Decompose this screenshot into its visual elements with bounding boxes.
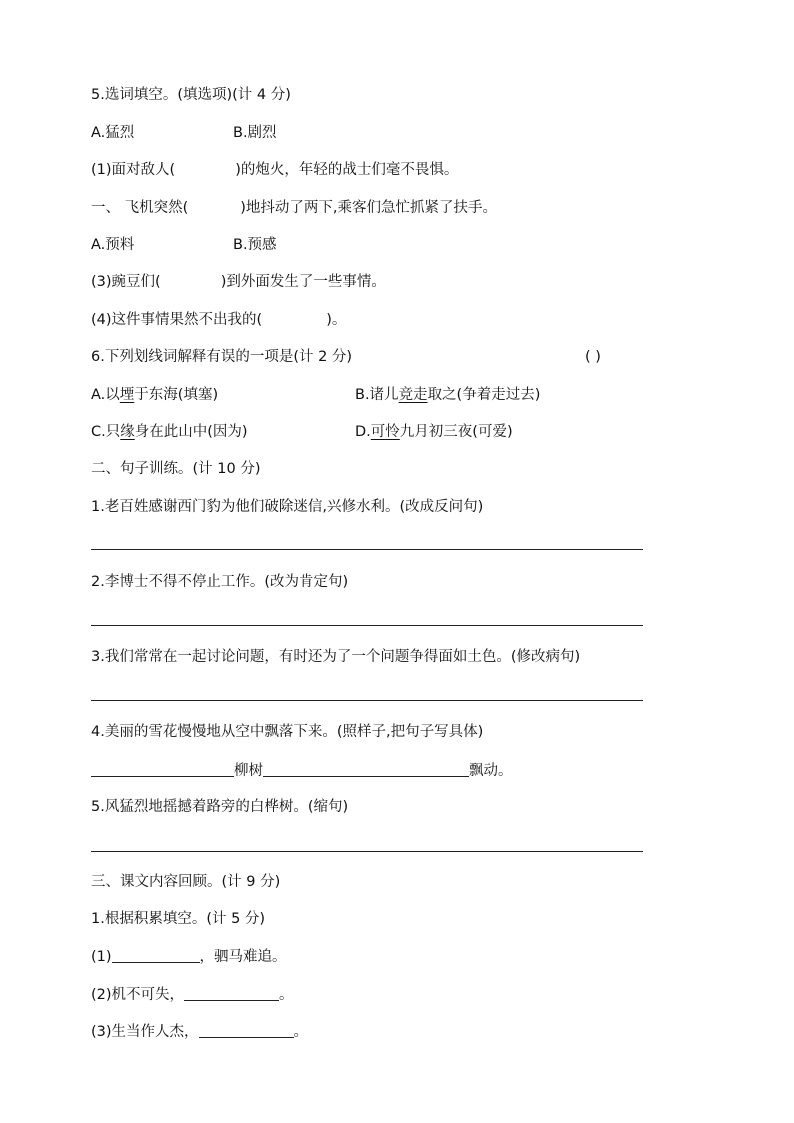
sub-question-1: 1.根据积累填空。(计 5 分) — [91, 911, 266, 927]
fill-item-4-post: )。 — [326, 312, 347, 328]
answer-blank[interactable] — [112, 946, 200, 963]
sentence-4-template — [91, 760, 513, 781]
answer-blank[interactable] — [91, 760, 234, 777]
option-a — [91, 385, 218, 405]
recall-item-3-pre: (3)生当作人杰， — [91, 1024, 199, 1040]
answer-line[interactable] — [91, 549, 643, 550]
option-a-pre: A.以 — [91, 387, 120, 403]
option-b-jule: B.剧烈 — [233, 125, 277, 141]
recall-item-3-post: 。 — [293, 1024, 309, 1040]
sentence-4: 4.美丽的雪花慢慢地从空中飘落下来。(照样子,把句子写具体) — [91, 724, 484, 740]
sentence-2: 2.李博士不得不停止工作。(改为肯定句) — [91, 574, 349, 590]
fill-item-3-pre: (3)豌豆们( — [91, 274, 161, 290]
option-d-pre: D. — [355, 424, 371, 440]
fill-item-4-pre: (4)这件事情果然不出我的( — [91, 312, 263, 328]
section-2-title: 二、句子训练。(计 10 分) — [91, 461, 261, 477]
option-a-yuliao: A.预料 — [91, 237, 135, 253]
fill-item-3 — [91, 272, 386, 292]
option-a-mengle: A.猛烈 — [91, 125, 135, 141]
option-b — [355, 385, 540, 405]
template-word-liushu: 柳树 — [234, 763, 263, 779]
sentence-1: 1.老百姓感谢西门豹为他们破除迷信,兴修水利。(改成反问句) — [91, 499, 484, 515]
fill-item-1-post: )的炮火，年轻的战士们毫不畏惧。 — [235, 162, 459, 178]
option-c — [91, 422, 248, 442]
answer-blank[interactable] — [184, 984, 279, 1001]
fill-item-3-post: )到外面发生了一些事情。 — [220, 274, 386, 290]
option-b-post: 取之(争着走过去) — [427, 387, 541, 403]
recall-item-1-post: ，驷马难追。 — [199, 949, 287, 965]
answer-line[interactable] — [91, 700, 643, 701]
option-d — [355, 422, 513, 442]
answer-line[interactable] — [91, 625, 643, 626]
recall-item-2 — [91, 984, 294, 1005]
question-6-title: 6.下列划线词解释有误的一项是(计 2 分) — [91, 349, 353, 365]
answer-blank[interactable] — [263, 760, 469, 777]
section-3-title: 三、课文内容回顾。(计 9 分) — [91, 874, 281, 890]
option-c-pre: C.只 — [91, 424, 121, 440]
underlined-word: 竞走 — [398, 387, 428, 403]
underlined-word: 堙 — [119, 387, 135, 403]
sentence-5: 5.风猛烈地摇撼着路旁的白桦树。(缩句) — [91, 799, 349, 815]
recall-item-2-pre: (2)机不可失， — [91, 987, 185, 1003]
answer-blank[interactable] — [199, 1021, 294, 1038]
option-b-pre: B.诸儿 — [355, 387, 399, 403]
option-d-post: 九月初三夜(可爱) — [399, 424, 513, 440]
fill-item-1-pre: (1)面对敌人( — [91, 162, 176, 178]
fill-item-2-pre: 一、 飞机突然( — [91, 200, 189, 216]
recall-item-3 — [91, 1021, 308, 1042]
option-c-post: 身在此山中(因为) — [134, 424, 248, 440]
template-word-piaodong: 飘动。 — [469, 763, 513, 779]
answer-bracket[interactable]: ( ) — [585, 349, 601, 365]
recall-item-2-post: 。 — [279, 987, 294, 1003]
fill-item-1 — [91, 160, 458, 180]
fill-item-4 — [91, 310, 346, 330]
recall-item-1-pre: (1) — [91, 949, 112, 965]
underlined-word: 可怜 — [370, 424, 400, 440]
sentence-3: 3.我们常常在一起讨论问题，有时还为了一个问题争得面如土色。(修改病句) — [91, 649, 581, 665]
answer-line[interactable] — [91, 851, 643, 852]
underlined-word: 缘 — [120, 424, 135, 440]
fill-item-2-post: )地抖动了两下,乘客们急忙抓紧了扶手。 — [240, 200, 498, 216]
recall-item-1 — [91, 946, 287, 967]
option-a-post: 于东海(填塞) — [134, 387, 219, 403]
option-b-yugan: B.预感 — [233, 237, 277, 253]
fill-item-2 — [91, 198, 497, 218]
question-5-title: 5.选词填空。(填选项)(计 4 分) — [91, 87, 291, 103]
